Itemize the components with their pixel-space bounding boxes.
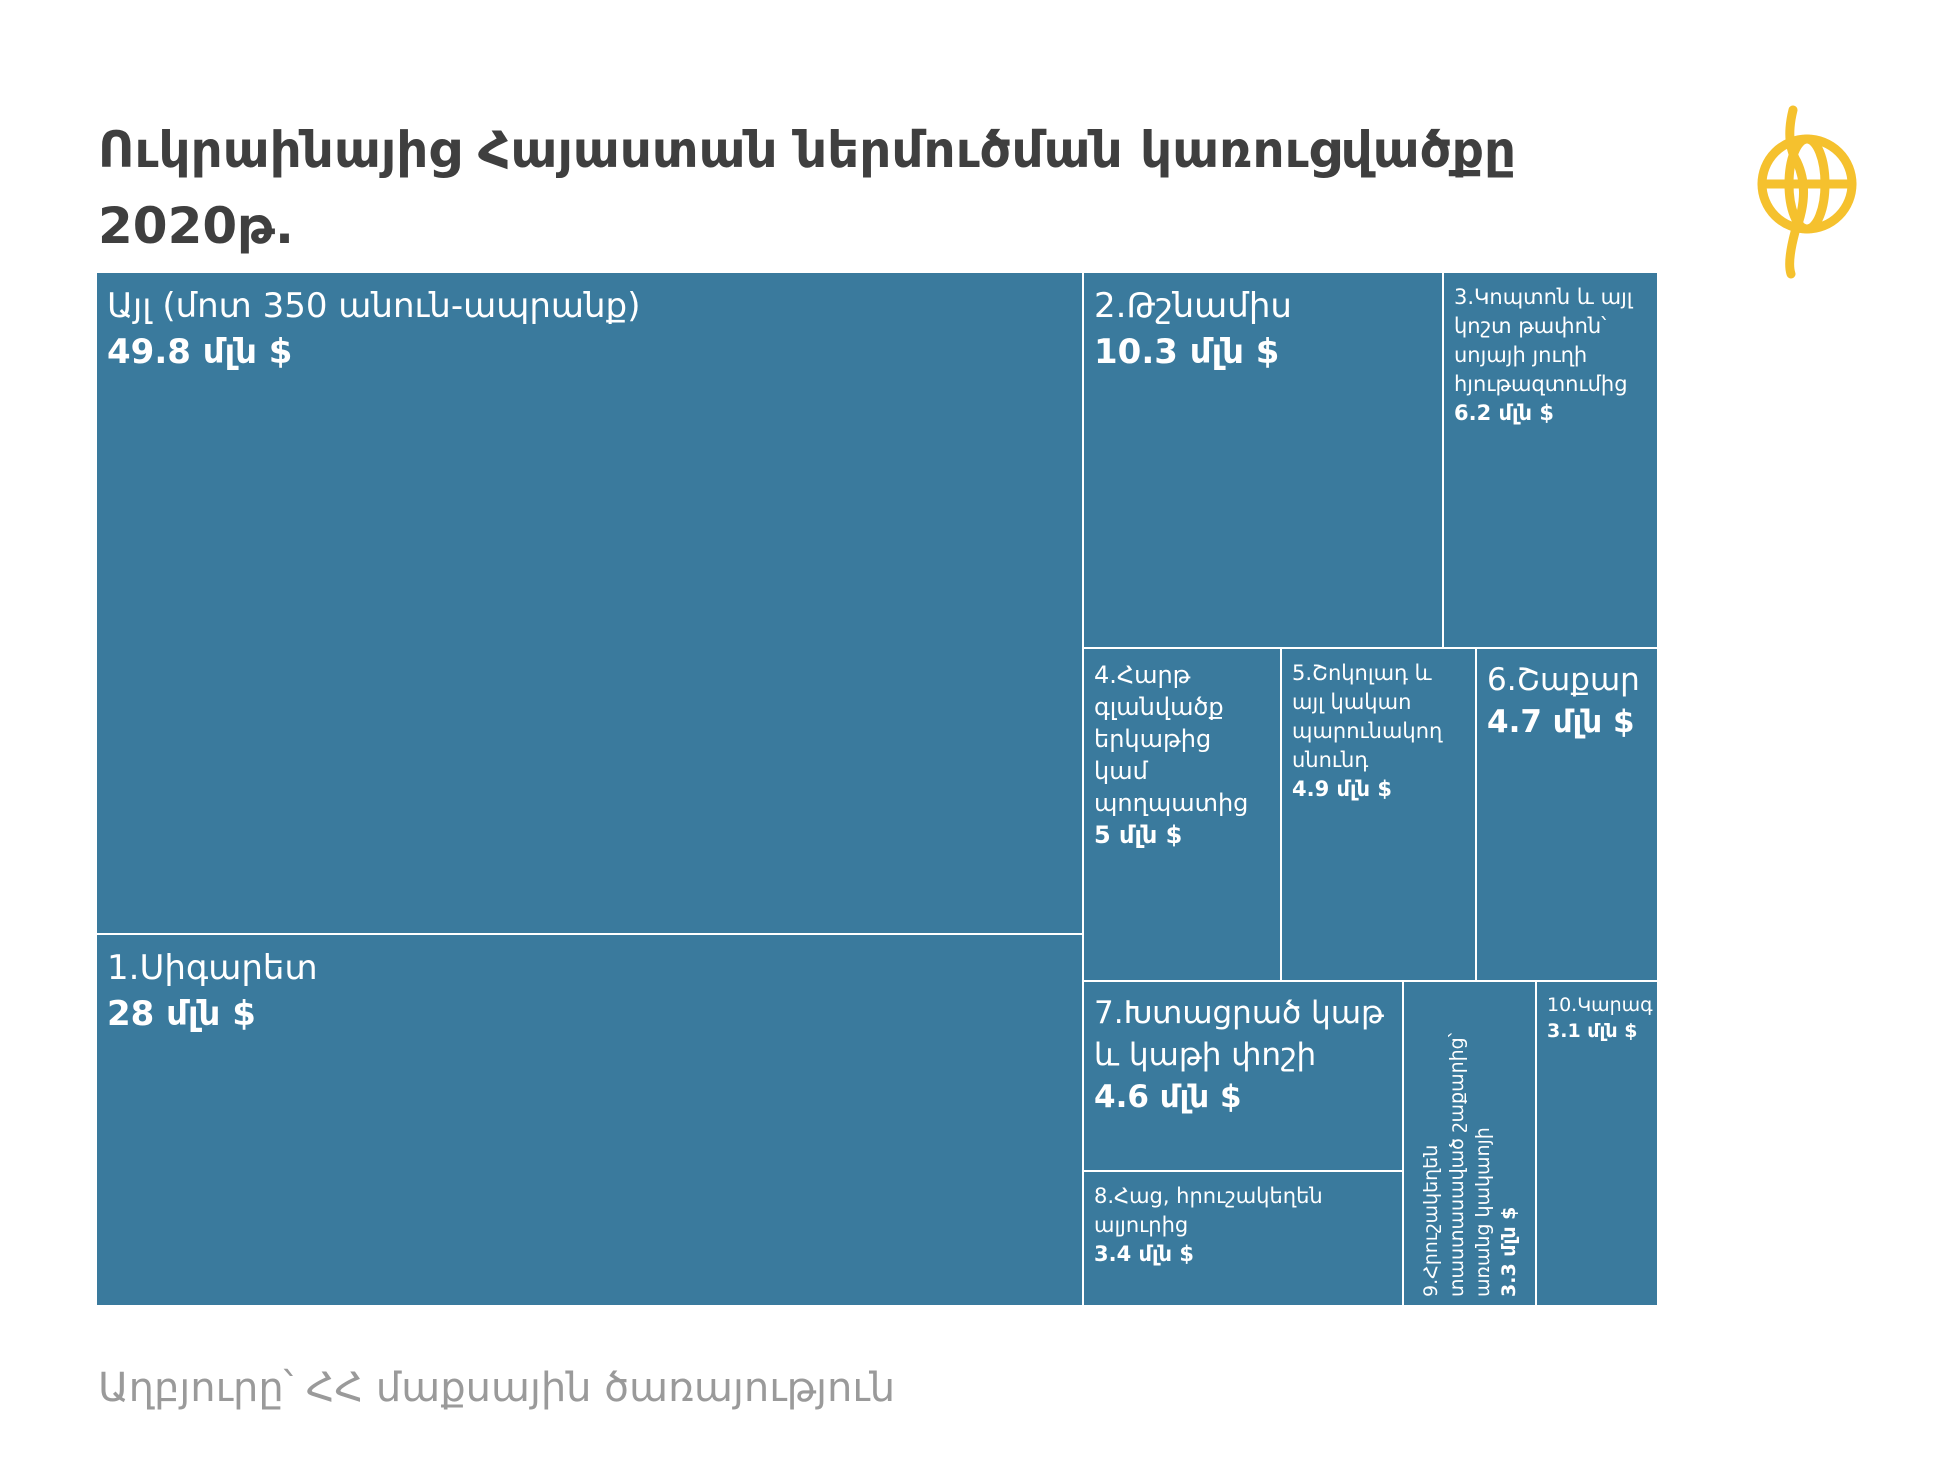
treemap-cell-7 [1083,981,1403,1171]
treemap-chart [96,272,1658,1306]
cell-label: 2.Թշնամիս [1094,286,1292,326]
cell-value: 3.1 մլն $ [1547,1020,1638,1042]
cell-label: 10.Կարագ [1547,994,1653,1016]
cell-label: 8.Հաց, հրուշակեղեն ալյուրից [1094,1184,1323,1237]
treemap-cell-9 [1403,981,1536,1306]
cell-value: 28 մլն $ [107,994,256,1034]
cell-value: 4.7 մլն $ [1487,704,1635,740]
cell-value: 6.2 մլն $ [1454,401,1554,425]
treemap-cell-4 [1083,648,1281,981]
treemap-cell-10 [1536,981,1658,1306]
cell-value: 3.3 մլն $ [1498,1206,1520,1297]
treemap-cell-5 [1281,648,1476,981]
cell-value: 4.9 մլն $ [1292,777,1392,801]
treemap-cell-6 [1476,648,1658,981]
treemap-cell-2 [1083,272,1443,648]
globe-logo-icon [1745,102,1870,282]
treemap-cell-1 [96,934,1083,1306]
cell-value: 3.4 մլն $ [1094,1242,1194,1266]
chart-title: Ուկրաինայից Հայաստան ներմուծման կառուցվածքը 2020թ. [98,121,1517,255]
cell-label: 3.Կոպտոն և այլ կոշտ թափոն՝ սոյայի յուղի հյութազտումից [1454,285,1633,396]
treemap-cell-other [96,272,1083,934]
cell-label: 4.Հարթ գլանվածք երկաթից կամ պողպատից [1094,661,1249,817]
cell-label: 7.Խտացրած կաթ և կաթի փոշի [1094,995,1384,1073]
cell-value: 4.6 մլն $ [1094,1079,1242,1115]
cell-value: 49.8 մլն $ [107,332,293,372]
treemap-cell-3 [1443,272,1658,648]
treemap-cell-8 [1083,1171,1403,1306]
cell-label: Այլ (մոտ 350 անուն-ապրանք) [107,286,641,326]
cell-label: 1.Սիգարետ [107,948,318,988]
cell-value: 5 մլն $ [1094,821,1183,849]
source-note: Աղբյուրը՝ ՀՀ մաքսային ծառայություն [98,1365,896,1411]
cell-label: 6.Շաքար [1487,662,1640,698]
cell-label: 5.Շոկոլադ և այլ կակաո պարունակող սնունդ [1292,661,1443,772]
cell-value: 10.3 մլն $ [1094,332,1280,372]
cell-label: 9.Հրուշակեղեն տաստասաված շաքարից՝ առանց կակաոյի [1420,1032,1494,1297]
